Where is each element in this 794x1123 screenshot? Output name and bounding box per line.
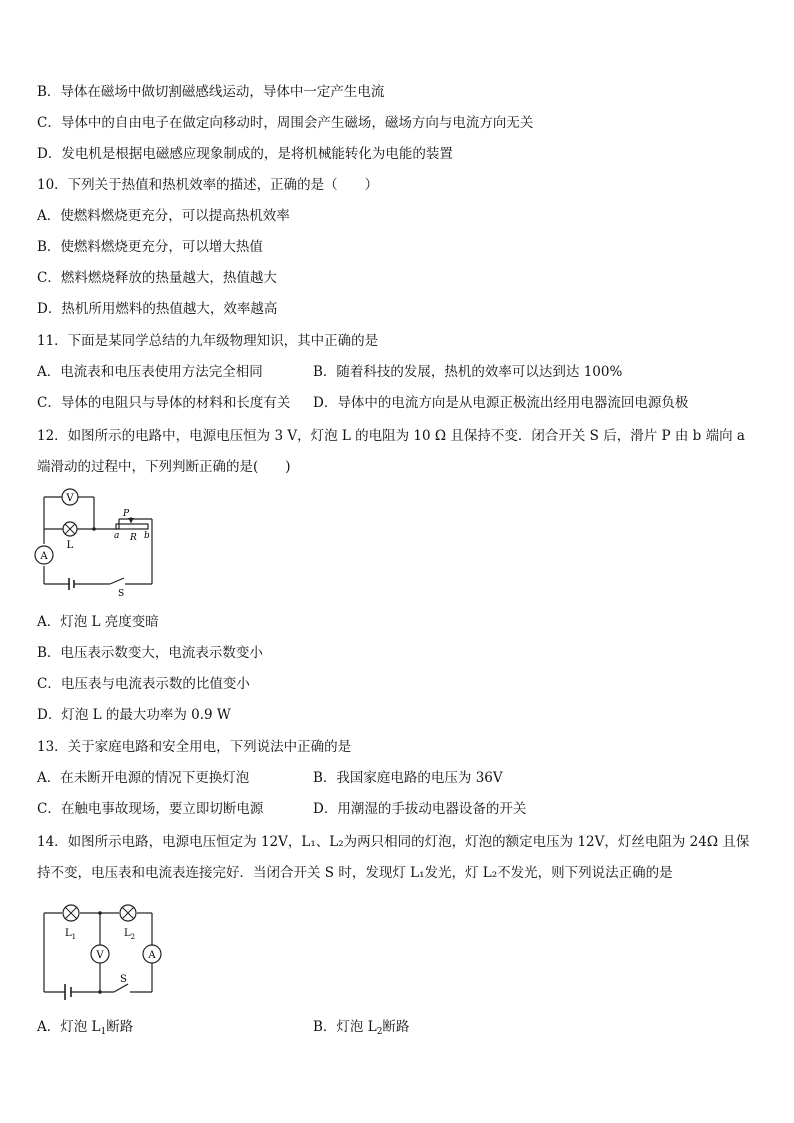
q9-option-d: D．发电机是根据电磁感应现象制成的，是将机械能转化为电能的装置 xyxy=(37,146,453,162)
q9-option-b: B．导体在磁场中做切割磁感线运动，导体中一定产生电流 xyxy=(37,84,385,100)
q10-option-b: B．使燃料燃烧更充分，可以增大热值 xyxy=(37,239,263,255)
q13-stem: 13．关于家庭电路和安全用电，下列说法中正确的是 xyxy=(37,739,352,755)
q13-option-d: D．用潮湿的手拔动电器设备的开关 xyxy=(313,801,527,817)
fig12-a-meter-label: A xyxy=(40,551,48,562)
fig14-l2-label: L xyxy=(124,928,131,939)
q14-stem: 14．如图所示电路，电源电压恒定为 12V，L₁、L₂为两只相同的灯泡，灯泡的额定电压为 12V，灯丝电阻为 24Ω 且保持不变，电压表和电流表连接完好．当闭合开关 S 时，发现灯 L₁发光，灯 L₂不发光，则下列说法正确的是 xyxy=(37,834,750,881)
q10-option-a: A．使燃料燃烧更充分，可以提高热机效率 xyxy=(37,208,290,224)
svg-text:L2 xyxy=(124,928,135,941)
q14-option-a-prefix: A．灯泡 L xyxy=(37,1019,101,1035)
fig12-r-label: R xyxy=(130,533,137,543)
q10-option-d: D．热机所用燃料的热值越大，效率越高 xyxy=(37,301,278,317)
q11-option-d: D．导体中的电流方向是从电源正极流出经用电器流回电源负极 xyxy=(313,395,689,411)
q14-option-a-subscript: 1 xyxy=(100,1027,107,1037)
fig14-l2-sub: 2 xyxy=(130,933,136,941)
q11-option-c: C．导体的电阻只与导体的材料和长度有关 xyxy=(37,395,291,411)
q14-option-b-suffix: 断路 xyxy=(382,1019,410,1035)
svg-text:L1 xyxy=(65,928,76,941)
q10-stem: 10．下列关于热值和热机效率的描述，正确的是（ ） xyxy=(37,177,379,193)
fig12-l-label: L xyxy=(66,540,74,551)
fig14-a-meter-label: A xyxy=(148,950,156,961)
fig12-s-label: S xyxy=(118,589,125,598)
q11-option-a: A．电流表和电压表使用方法完全相同 xyxy=(37,364,263,380)
fig12-b-end-label: b xyxy=(144,531,150,541)
q14-option-a xyxy=(37,1018,133,1041)
q11-stem: 11．下面是某同学总结的九年级物理知识，其中正确的是 xyxy=(37,333,379,349)
fig12-a-end-label: a xyxy=(114,531,120,541)
fig14-s-label: S xyxy=(120,974,127,985)
q12-stem: 12．如图所示的电路中，电源电压恒为 3 V，灯泡 L 的电阻为 10 Ω 且保持不变．闭合开关 S 后，滑片 P 由 b 端向 a 端滑动的过程中，下列判断正确的是( ) xyxy=(37,428,745,475)
q13-option-c: C．在触电事故现场，要立即切断电源 xyxy=(37,801,264,817)
fig12-p-label: P xyxy=(123,509,130,519)
q9-option-c: C．导体中的自由电子在做定向移动时，周围会产生磁场，磁场方向与电流方向无关 xyxy=(37,115,534,131)
q14-circuit-diagram xyxy=(34,895,169,1005)
q14-option-b xyxy=(313,1018,409,1041)
fig14-l1-sub: 1 xyxy=(71,933,77,941)
q12-option-d: D．灯泡 L 的最大功率为 0.9 W xyxy=(37,707,231,723)
q13-option-b: B．我国家庭电路的电压为 36V xyxy=(313,770,503,786)
q14-option-b-prefix: B．灯泡 L xyxy=(313,1019,377,1035)
q12-option-a: A．灯泡 L 亮度变暗 xyxy=(37,614,159,630)
q12-option-b: B．电压表示数变大，电流表示数变小 xyxy=(37,645,263,661)
q14-option-a-suffix: 断路 xyxy=(106,1019,134,1035)
fig12-v-label: V xyxy=(66,493,74,504)
fig14-l1-label: L xyxy=(65,928,72,939)
q11-option-b: B．随着科技的发展，热机的效率可以达到达 100% xyxy=(313,364,623,380)
q10-option-c: C．燃料燃烧释放的热量越大，热值越大 xyxy=(37,270,277,286)
q14-option-b-subscript: 2 xyxy=(376,1027,383,1037)
q13-option-a: A．在未断开电源的情况下更换灯泡 xyxy=(37,770,250,786)
fig14-v-label: V xyxy=(96,950,104,961)
q12-circuit-diagram xyxy=(34,486,164,598)
q12-option-c: C．电压表与电流表示数的比值变小 xyxy=(37,676,250,692)
